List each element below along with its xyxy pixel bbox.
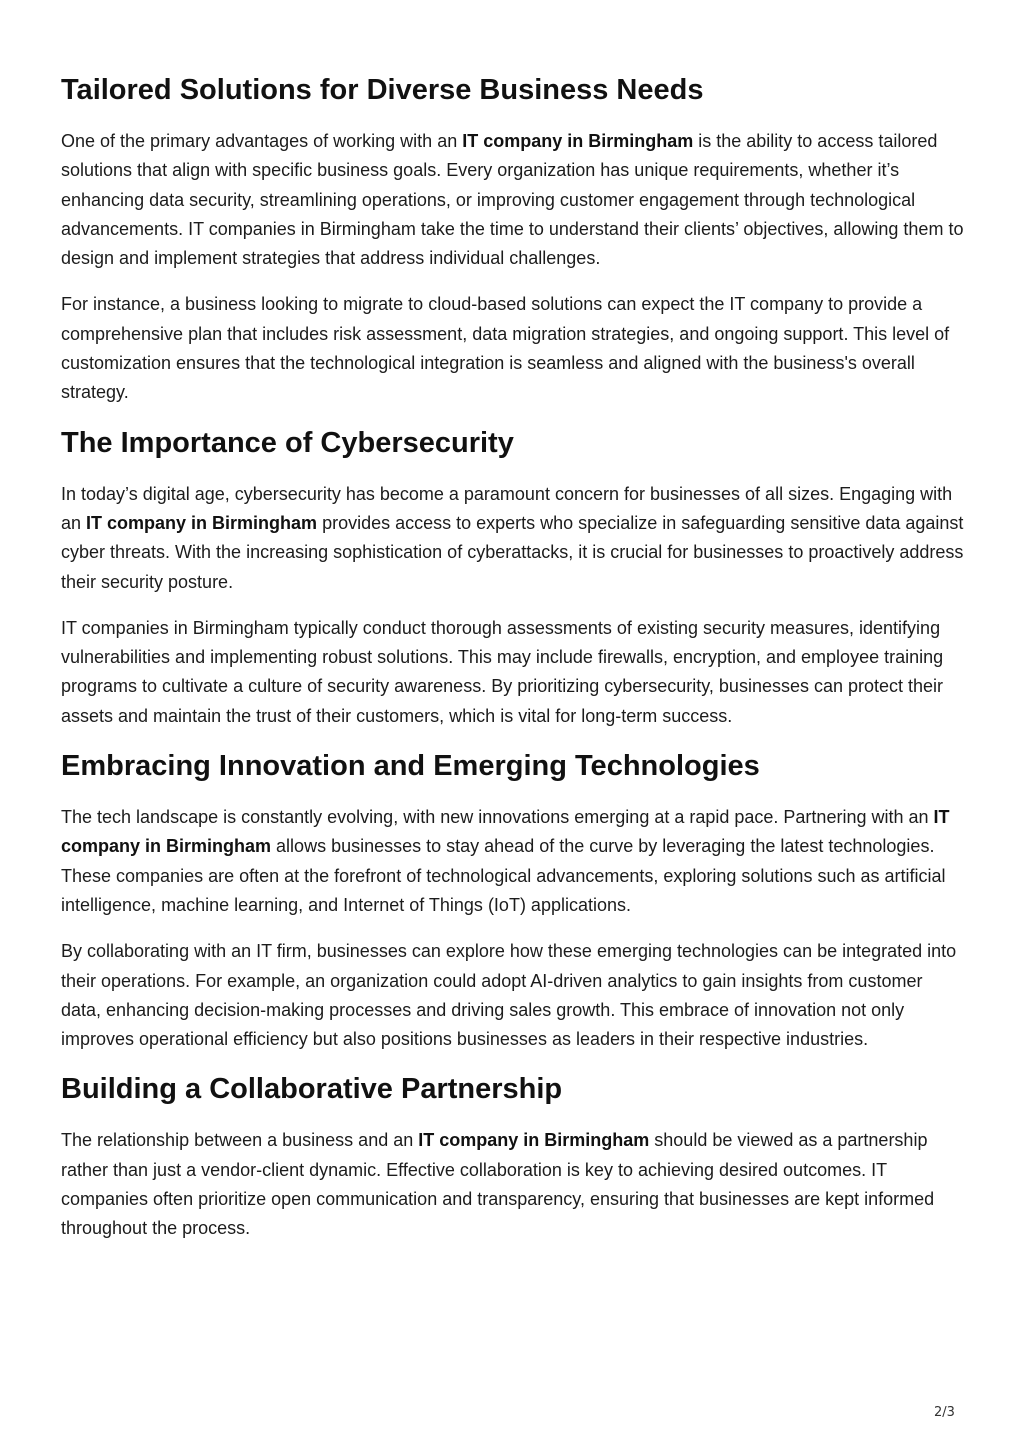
- paragraph-text: In today’s digital age, cybersecurity has become a paramount concern for businesses of all sizes. Engaging with an: [61, 483, 953, 533]
- page-number: 2/3: [934, 1405, 955, 1420]
- paragraph-innovation-1: [61, 803, 967, 920]
- bold-keyword: IT company in Birmingham: [61, 807, 950, 857]
- paragraph-text: One of the primary advantages of working with an: [61, 131, 463, 151]
- paragraph-partnership-1: [61, 1126, 967, 1243]
- document-page: [61, 62, 967, 1261]
- paragraph-text: is the ability to access tailored solutions that align with specific business goals. Every organization has unique requirements, whether it’s enhancing data security, streamlining operations, or improving customer engagement through technological advancements. IT companies in Birmingham take the time to understand their clients’ objectives, allowing them to design and implement strategies that address individual challenges.: [61, 131, 964, 269]
- paragraph-cybersecurity-2: IT companies in Birmingham typically conduct thorough assessments of existing security measures, identifying vulnerabilities and implementing robust solutions. This may include firewalls, encryption, and employee training programs to cultivate a culture of security awareness. By prioritizing cybersecurity, businesses can protect their assets and maintain the trust of their customers, which is vital for long-term success.: [61, 617, 944, 726]
- paragraph-text: allows businesses to stay ahead of the curve by leveraging the latest technologies. These companies are often at the forefront of technological advancements, exploring solutions such as artificial intelligence, machine learning, and Internet of Things (IoT) applications.: [61, 836, 946, 915]
- paragraph-text: should be viewed as a partnership rather than just a vendor-client dynamic. Effective collaboration is key to achieving desired outcomes. IT companies often prioritize open communication and transparency, ensuring that businesses are kept informed throughout the process.: [61, 1130, 935, 1239]
- section-heading-tailored-solutions: Tailored Solutions for Diverse Business Needs: [61, 74, 704, 106]
- paragraph-text: The tech landscape is constantly evolving, with new innovations emerging at a rapid pace. Partnering with an: [61, 807, 934, 828]
- paragraph-cybersecurity-1: [61, 480, 967, 597]
- section-heading-innovation: Embracing Innovation and Emerging Technologies: [61, 750, 760, 783]
- bold-keyword: IT company in Birmingham: [86, 512, 318, 533]
- section-heading-cybersecurity: The Importance of Cybersecurity: [61, 426, 514, 459]
- paragraph-tailored-solutions-1: [61, 127, 967, 273]
- bold-keyword: IT company in Birmingham: [418, 1130, 650, 1151]
- paragraph-tailored-solutions-2: For instance, a business looking to migrate to cloud-based solutions can expect the IT company to provide a comprehensive plan that includes risk assessment, data migration strategies, and ongoing support. This level of customization ensures that the technological integration is seamless and aligned with the business's overall strategy.: [61, 294, 950, 403]
- paragraph-text: provides access to experts who specialize in safeguarding sensitive data against cyber threats. With the increasing sophistication of cyberattacks, it is crucial for businesses to proactively address their security posture.: [61, 512, 964, 592]
- bold-keyword: IT company in Birmingham: [462, 131, 694, 151]
- paragraph-text: The relationship between a business and an: [61, 1130, 419, 1151]
- section-heading-partnership: Building a Collaborative Partnership: [61, 1073, 563, 1106]
- paragraph-innovation-2: By collaborating with an IT firm, businesses can explore how these emerging technologies can be integrated into their operations. For example, an organization could adopt AI-driven analytics to gain insights from customer data, enhancing decision-making processes and driving sales growth. This embrace of innovation not only improves operational efficiency but also positions businesses as leaders in their respective industries.: [61, 941, 957, 1050]
